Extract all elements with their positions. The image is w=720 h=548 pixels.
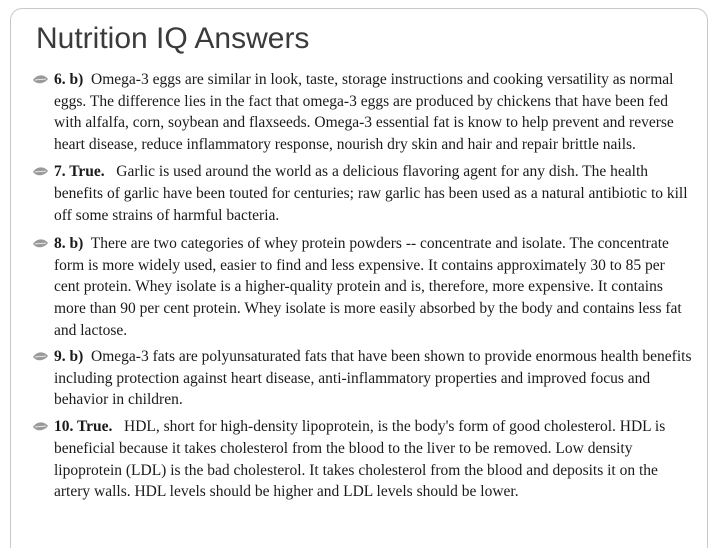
answer-item — [32, 161, 692, 226]
answer-item — [32, 69, 692, 156]
answer-number: 8. b) — [54, 234, 84, 252]
answer-item — [32, 233, 692, 342]
answer-number: 9. b) — [54, 348, 84, 366]
answer-text: There are two categories of whey protein powders -- concentrate and isolate. The concentrate form is more widely used, easier to find and less expensive. It contains approximately 30 to 85 per cent protein. Whey isolate is a higher-quality protein and is, therefore, more expensive. It contains more than 90 per cent protein. Whey isolate is more easily absorbed by the body and contains less fat and lactose. — [54, 234, 682, 339]
leaf-bullet-icon — [32, 74, 49, 85]
leaf-bullet-icon — [32, 421, 49, 432]
answer-text: HDL, short for high-density lipoprotein, is the body's form of good cholesterol. HDL is beneficial because it takes cholesterol from the blood to the liver to be removed. Low density lipoprotein (LDL) is the bad cholesterol. It takes cholesterol from the blood and deposits it on the artery walls. HDL levels should be higher and LDL levels should be lower. — [54, 418, 666, 501]
answer-text: Omega-3 fats are polyunsaturated fats that have been shown to provide enormous health benefits including protection against heart disease, anti-inflammatory properties and improved focus and behavior in children. — [54, 348, 692, 409]
leaf-bullet-icon — [32, 351, 49, 362]
answer-number: 10. True. — [54, 418, 113, 436]
answer-text: Omega-3 eggs are similar in look, taste, storage instructions and cooking versatility as normal eggs. The difference lies in the fact that omega-3 eggs are produced by chickens that have been fed with alfalfa, corn, soybean and flaxseeds. Omega-3 essential fat is know to help prevent and reverse heart disease, reduce inflammatory response, nourish dry skin and hair and repair brittle nails. — [54, 71, 674, 154]
answer-text: Garlic is used around the world as a delicious flavoring agent for any dish. The health benefits of garlic have been touted for centuries; raw garlic has been used as a natural antibiotic to kill off some strains of harmful bacteria. — [54, 163, 688, 224]
answer-list — [32, 69, 692, 508]
answer-number: 7. True. — [54, 163, 105, 181]
leaf-bullet-icon — [32, 166, 49, 177]
answer-number: 6. b) — [54, 71, 84, 88]
leaf-bullet-icon — [32, 238, 49, 249]
answer-item — [32, 416, 692, 503]
answer-item — [32, 346, 692, 411]
slide-title: Nutrition IQ Answers — [36, 22, 310, 55]
